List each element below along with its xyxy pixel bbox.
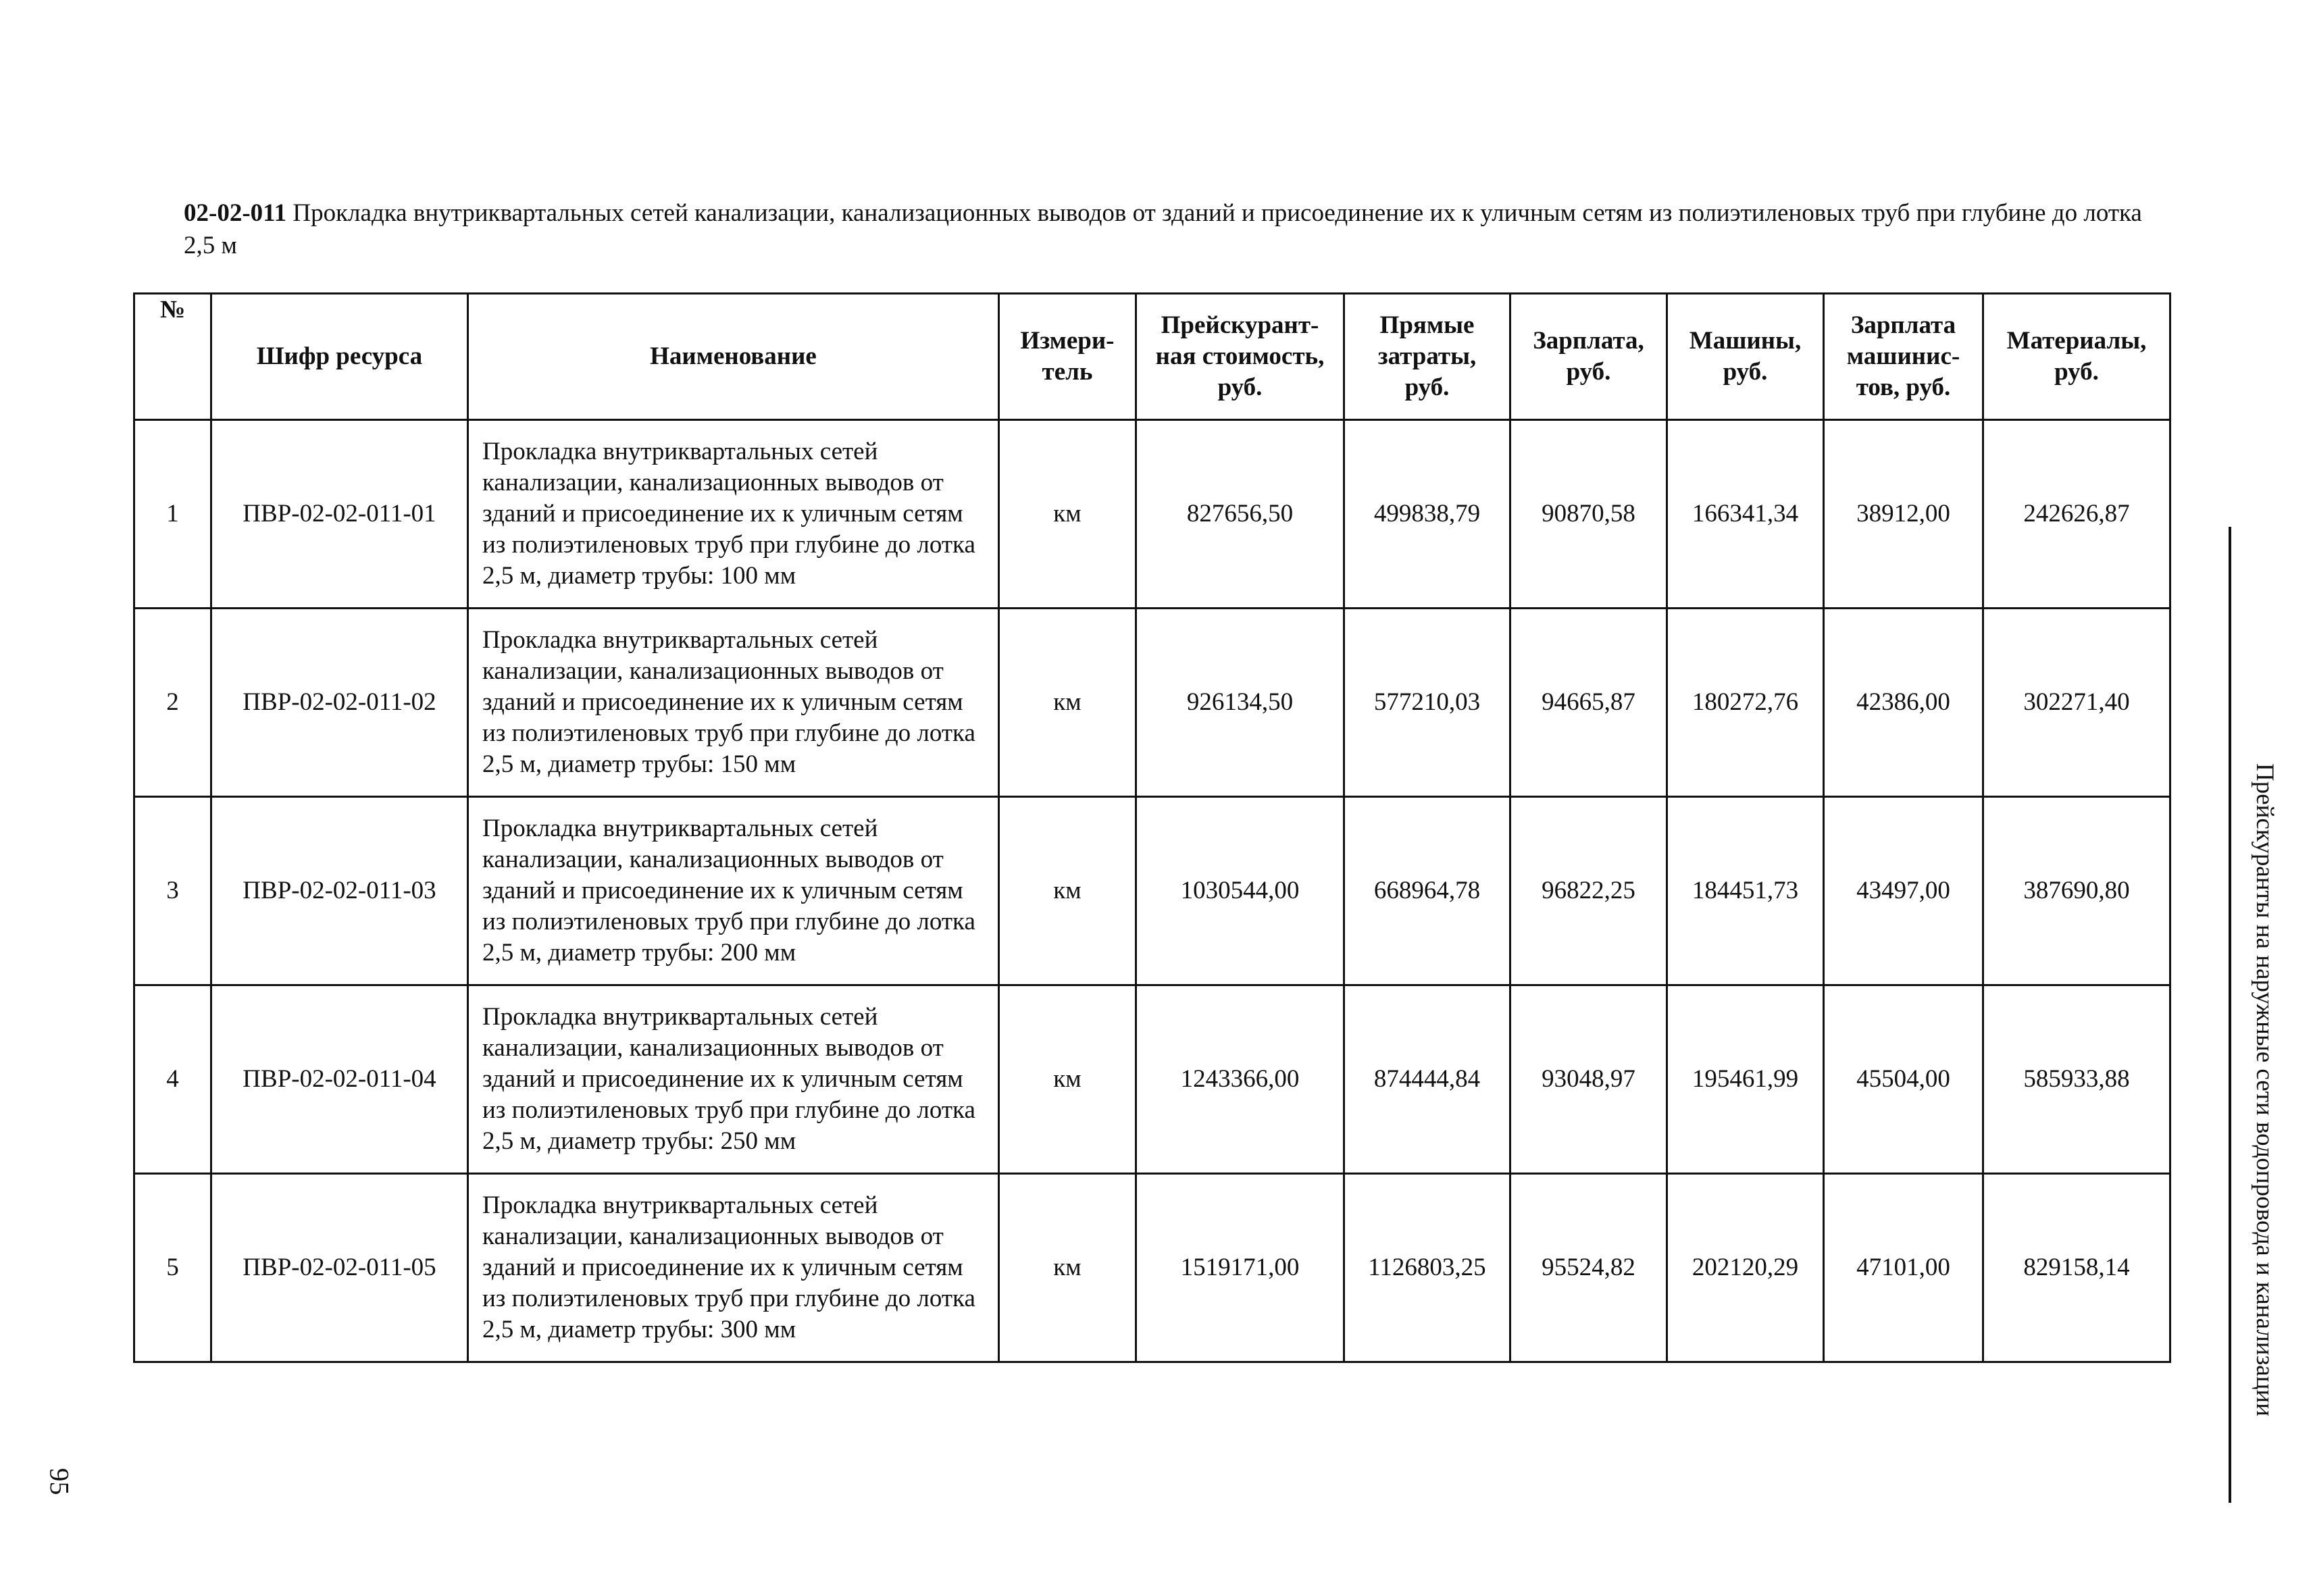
cell-unit: км — [999, 420, 1136, 609]
table-row — [134, 985, 2170, 1174]
header-materials: Материалы, руб. — [1983, 294, 2170, 420]
cell-num: 5 — [134, 1174, 211, 1362]
cell-materials: 387690,80 — [1983, 797, 2170, 985]
cell-name: Прокладка внутриквартальных сетей канализации, канализационных выводов от зданий и присоединение их к уличным сетям из полиэтиленовых труб при глубине до лотка 2,5 м, диаметр трубы: 250 мм — [468, 985, 999, 1174]
header-num: № — [134, 294, 211, 420]
cell-code: ПВР-02-02-011-05 — [211, 1174, 468, 1362]
cell-machinists: 47101,00 — [1824, 1174, 1983, 1362]
cell-name: Прокладка внутриквартальных сетей канализации, канализационных выводов от зданий и присоединение их к уличным сетям из полиэтиленовых труб при глубине до лотка 2,5 м, диаметр трубы: 200 мм — [468, 797, 999, 985]
header-machines: Машины, руб. — [1667, 294, 1824, 420]
cell-materials: 302271,40 — [1983, 609, 2170, 797]
cell-direct: 668964,78 — [1344, 797, 1510, 985]
cell-materials: 242626,87 — [1983, 420, 2170, 609]
cell-code: ПВР-02-02-011-01 — [211, 420, 468, 609]
cell-unit: км — [999, 609, 1136, 797]
price-table — [133, 292, 2171, 1363]
cell-code: ПВР-02-02-011-03 — [211, 797, 468, 985]
side-caption: Прейскуранты на наружные сети водопровода и канализации — [2251, 763, 2279, 1417]
header-unit: Измери-тель — [999, 294, 1136, 420]
cell-num: 2 — [134, 609, 211, 797]
cell-price: 827656,50 — [1136, 420, 1344, 609]
cell-code: ПВР-02-02-011-02 — [211, 609, 468, 797]
table-row — [134, 609, 2170, 797]
section-title — [184, 197, 2143, 262]
cell-price: 1030544,00 — [1136, 797, 1344, 985]
page-number: 95 — [44, 1468, 75, 1495]
cell-machines: 184451,73 — [1667, 797, 1824, 985]
cell-unit: км — [999, 797, 1136, 985]
cell-price: 926134,50 — [1136, 609, 1344, 797]
cell-direct: 1126803,25 — [1344, 1174, 1510, 1362]
table-row — [134, 420, 2170, 609]
table-header-row — [134, 294, 2170, 420]
cell-salary: 93048,97 — [1510, 985, 1667, 1174]
cell-machinists: 43497,00 — [1824, 797, 1983, 985]
cell-direct: 577210,03 — [1344, 609, 1510, 797]
cell-name: Прокладка внутриквартальных сетей канализации, канализационных выводов от зданий и присоединение их к уличным сетям из полиэтиленовых труб при глубине до лотка 2,5 м, диаметр трубы: 300 мм — [468, 1174, 999, 1362]
header-machinists: Зарплата машинис-тов, руб. — [1824, 294, 1983, 420]
header-salary: Зарплата, руб. — [1510, 294, 1667, 420]
table-row — [134, 797, 2170, 985]
header-name: Наименование — [468, 294, 999, 420]
cell-unit: км — [999, 985, 1136, 1174]
cell-machines: 166341,34 — [1667, 420, 1824, 609]
cell-materials: 585933,88 — [1983, 985, 2170, 1174]
cell-name: Прокладка внутриквартальных сетей канализации, канализационных выводов от зданий и присоединение их к уличным сетям из полиэтиленовых труб при глубине до лотка 2,5 м, диаметр трубы: 100 мм — [468, 420, 999, 609]
cell-salary: 96822,25 — [1510, 797, 1667, 985]
cell-price: 1243366,00 — [1136, 985, 1344, 1174]
cell-salary: 95524,82 — [1510, 1174, 1667, 1362]
header-direct: Прямые затраты, руб. — [1344, 294, 1510, 420]
cell-machinists: 42386,00 — [1824, 609, 1983, 797]
cell-num: 1 — [134, 420, 211, 609]
cell-machines: 195461,99 — [1667, 985, 1824, 1174]
header-code: Шифр ресурса — [211, 294, 468, 420]
table-row — [134, 1174, 2170, 1362]
section-title-text: Прокладка внутриквартальных сетей канализации, канализационных выводов от зданий и присоединение их к уличным сетям из полиэтиленовых труб при глубине до лотка 2,5 м — [184, 199, 2142, 259]
cell-num: 4 — [134, 985, 211, 1174]
cell-name: Прокладка внутриквартальных сетей канализации, канализационных выводов от зданий и присоединение их к уличным сетям из полиэтиленовых труб при глубине до лотка 2,5 м, диаметр трубы: 150 мм — [468, 609, 999, 797]
cell-code: ПВР-02-02-011-04 — [211, 985, 468, 1174]
cell-machines: 202120,29 — [1667, 1174, 1824, 1362]
section-code: 02-02-011 — [184, 199, 287, 227]
cell-materials: 829158,14 — [1983, 1174, 2170, 1362]
cell-machinists: 45504,00 — [1824, 985, 1983, 1174]
header-price: Прейскурант-ная стоимость, руб. — [1136, 294, 1344, 420]
cell-price: 1519171,00 — [1136, 1174, 1344, 1362]
cell-machines: 180272,76 — [1667, 609, 1824, 797]
cell-salary: 94665,87 — [1510, 609, 1667, 797]
cell-num: 3 — [134, 797, 211, 985]
cell-unit: км — [999, 1174, 1136, 1362]
cell-direct: 499838,79 — [1344, 420, 1510, 609]
cell-direct: 874444,84 — [1344, 985, 1510, 1174]
side-divider — [2229, 527, 2231, 1503]
cell-machinists: 38912,00 — [1824, 420, 1983, 609]
cell-salary: 90870,58 — [1510, 420, 1667, 609]
